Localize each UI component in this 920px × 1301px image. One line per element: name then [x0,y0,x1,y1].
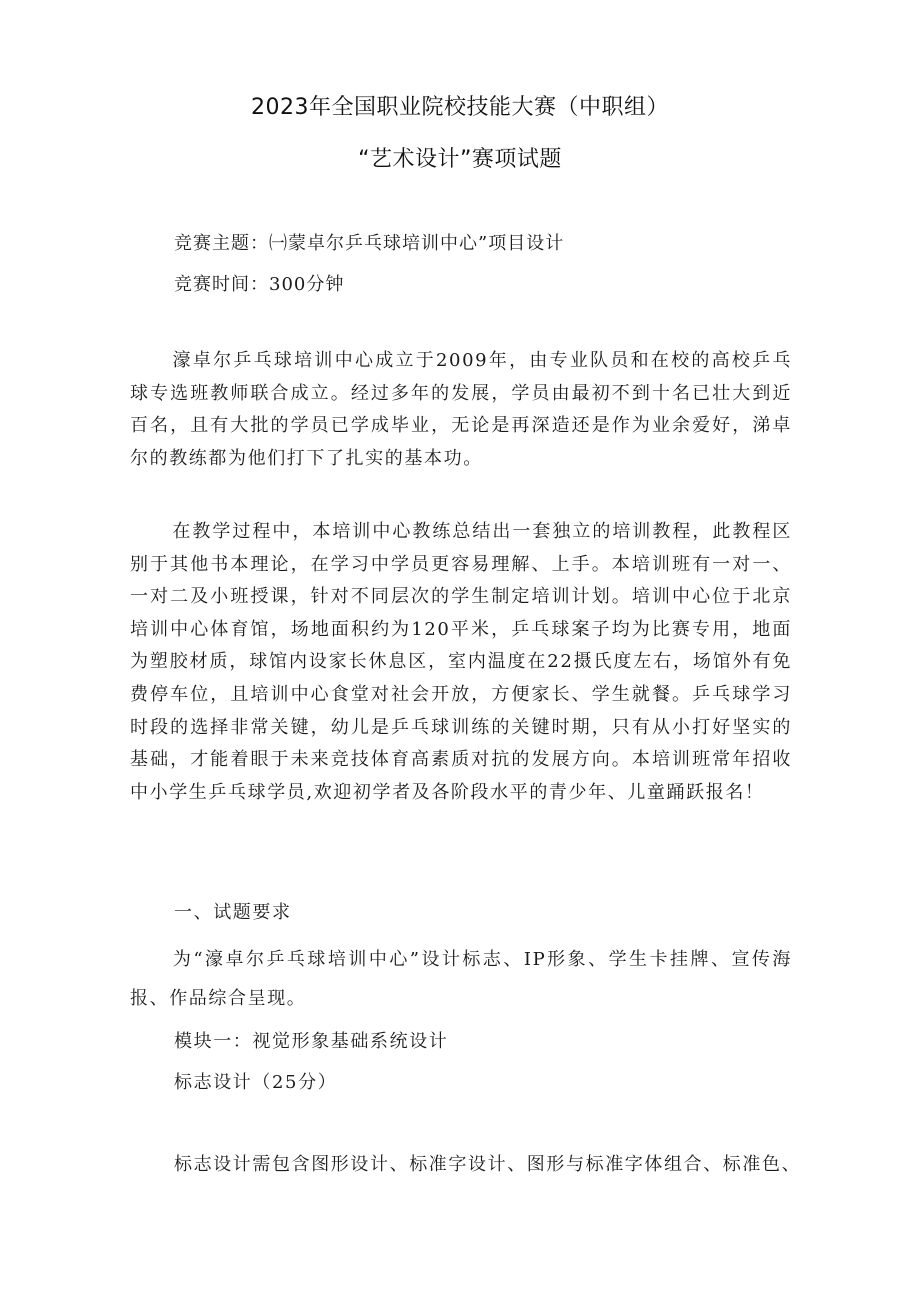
competition-time: 竞赛时间：300分钟 [174,274,345,295]
module-one-heading: 模块一：视觉形象基础系统设计 [174,1031,449,1052]
requirement-paragraph [130,940,792,1018]
section-heading-requirements: 一、试题要求 [174,902,292,923]
intro-paragraph-2 [130,516,792,809]
intro-paragraph-2-text: 在教学过程中，本培训中心教练总结出一套独立的培训教程，此教程区别于其他书本理论，在学习中学员更容易理解、上手。本培训班有一对一、一对二及小班授课，针对不同层次的学生制定培训计划。培训中心位于北京培训中心体育馆，场地面积约为120平米，乒乓球案子均为比赛专用，地面为塑胶材质，球馆内设家长休息区，室内温度在22摄氏度左右，场馆外有免费停车位，且培训中心食堂对社会开放，方便家长、学生就餐。乒乓球学习时段的选择非常关键，幼儿是乒乓球训练的关键时期，只有从小打好坚实的基础，才能着眼于未来竞技体育高素质对抗的发展方向。本培训班常年招收中小学生乒乓球学员,欢迎初学者及各阶段水平的青少年、儿童踊跃报名！ [130,521,792,803]
logo-design-description: 标志设计需包含图形设计、标准字设计、图形与标准字体组合、标准色、 [174,1154,802,1175]
competition-theme: 竞赛主题：㈠蒙卓尔乒乓球培训中心”项目设计 [174,233,565,254]
requirement-text: 为“濠卓尔乒乓球培训中心”设计标志、IP形象、学生卡挂牌、宣传海报、作品综合呈现。 [130,949,792,1009]
intro-paragraph-1-text: 濠卓尔乒乓球培训中心成立于2009年，由专业队员和在校的高校乒乓球专选班教师联合成立。经过多年的发展，学员由最初不到十名已壮大到近百名，且有大批的学员已学成毕业，无论是再深造还是作为业余爱好，涕卓尔的教练都为他们打下了扎实的基本功。 [130,350,792,469]
logo-design-heading: 标志设计（25分） [174,1072,338,1093]
intro-paragraph-1 [130,345,792,475]
document-title-line-1: 2023年全国职业院校技能大赛（中职组） [251,95,669,120]
document-title-line-2: “艺术设计”赛项试题 [358,147,562,172]
